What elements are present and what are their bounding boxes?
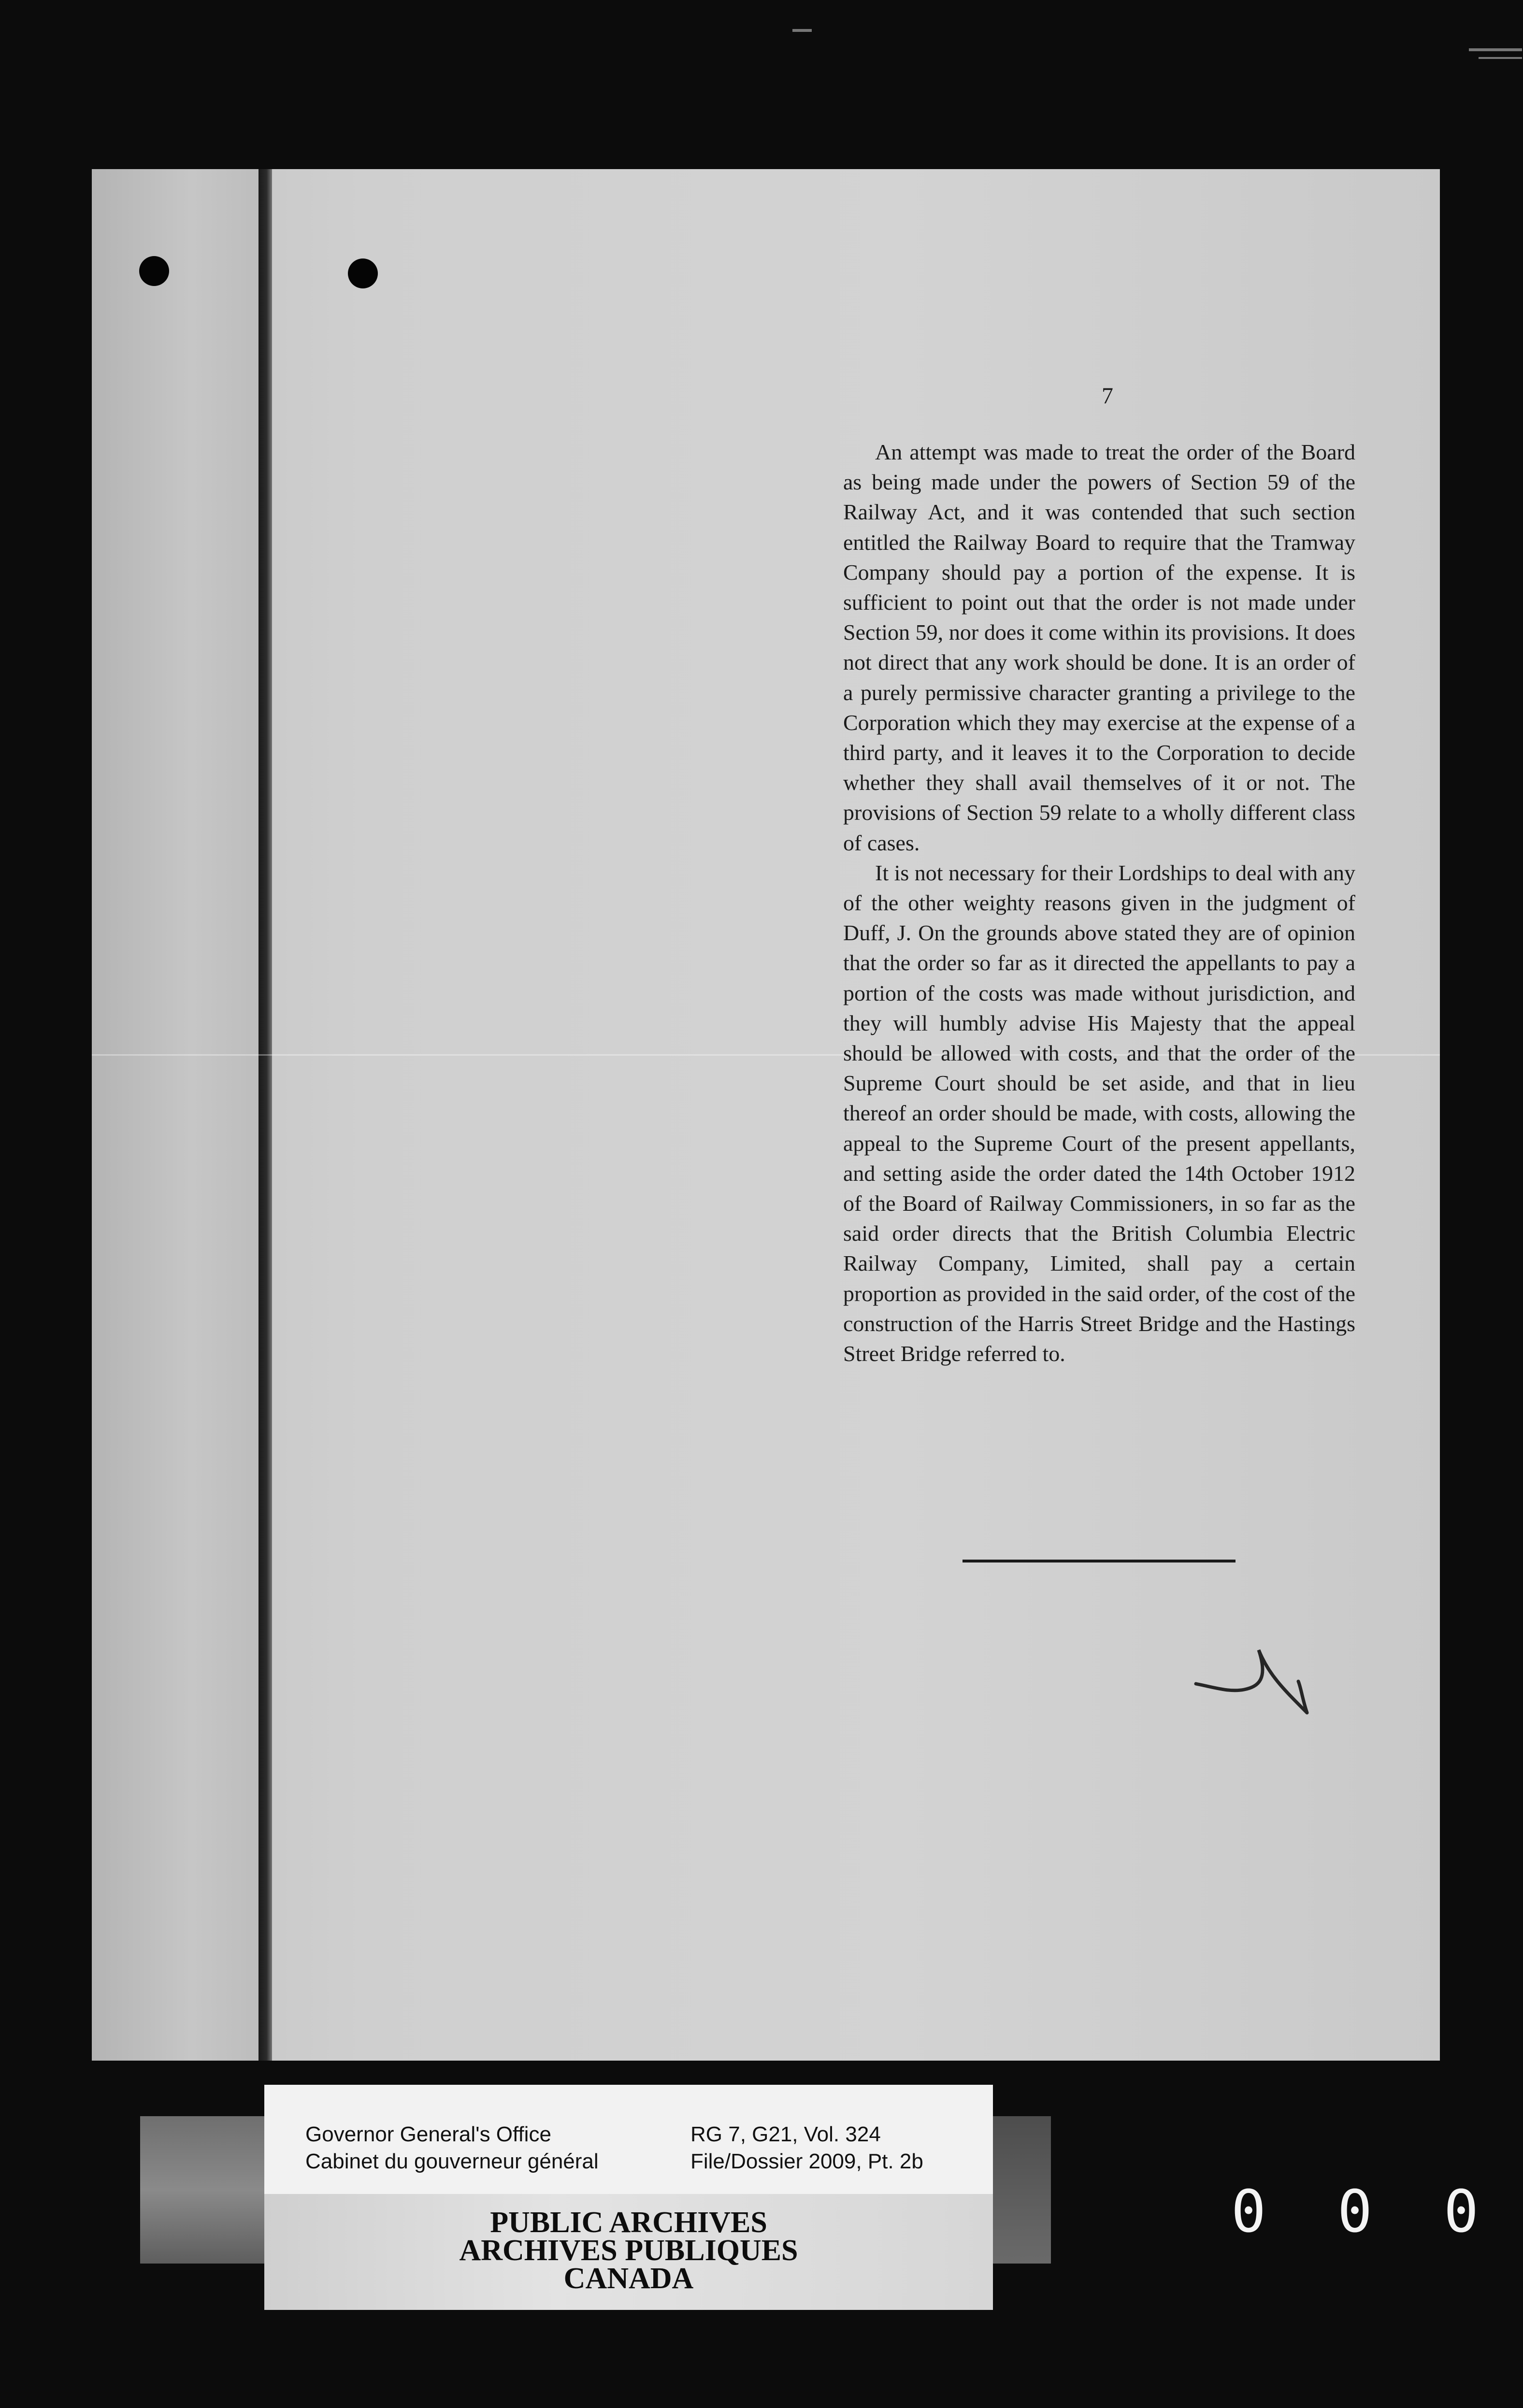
stamp-line: ARCHIVES PUBLIQUES bbox=[459, 2234, 798, 2267]
punch-hole bbox=[348, 258, 378, 288]
mounting-tape bbox=[140, 2116, 264, 2264]
punch-hole bbox=[139, 256, 169, 286]
paragraph: An attempt was made to treat the order of the Board as being made under the powers of Section 59 of the Railway Act, and it was contended that such section entitled the Railway Board to require that the Tramway Company should pay a portion of the expense. It is sufficient to point out that the order is not made under Section 59, nor does it come within its provisions. It does not direct that any work should be done. It is an order of a purely permissive character granting a privilege to the Corporation which they may exercise at the expense of a third party, and it leaves it to the Corporation to decide whether they shall avail themselves of it or not. The provisions of Section 59 relate to a wholly different class of cases. bbox=[843, 440, 1355, 855]
closing-rule bbox=[963, 1560, 1236, 1562]
binding-strip bbox=[92, 169, 259, 2061]
film-scratch bbox=[792, 29, 812, 32]
stamp-line: PUBLIC ARCHIVES bbox=[490, 2206, 767, 2239]
film-scratch bbox=[1469, 48, 1522, 51]
office-name-fr: Cabinet du gouverneur général bbox=[305, 2150, 599, 2173]
archive-label bbox=[264, 2085, 993, 2194]
body-text bbox=[843, 437, 1355, 1369]
stamp-line: CANADA bbox=[563, 2262, 694, 2295]
mounting-tape bbox=[993, 2116, 1051, 2264]
handwritten-checkmark bbox=[1186, 1635, 1312, 1718]
film-scratch bbox=[1479, 57, 1522, 59]
frame-code-digit: 0 bbox=[1443, 2179, 1479, 2246]
office-name-en: Governor General's Office bbox=[305, 2122, 551, 2146]
frame-code-digit: 0 bbox=[1337, 2179, 1373, 2246]
document-page bbox=[92, 169, 1440, 2061]
page-number: 7 bbox=[1102, 383, 1113, 409]
paragraph: It is not necessary for their Lordships to deal with any of the other weighty reasons given in the judgment of Duff, J. On the grounds above stated they are of opinion that the order so far as it directed the appellants to pay a portion of the costs was made without jurisdiction, and they will humbly advise His Majesty that the appeal should be allowed with costs, and that the order of the Supreme Court should be set aside, and that in lieu thereof an order should be made, with costs, allowing the appeal to the Supreme Court of the present appellants, and setting aside the order dated the 14th October 1912 of the Board of Railway Commissioners, in so far as the said order directs that the British Columbia Electric Railway Company, Limited, shall pay a certain proportion as provided in the said order, of the cost of the construction of the Harris Street Bridge and the Hastings Street Bridge referred to. bbox=[843, 860, 1355, 1366]
fold-line bbox=[259, 169, 272, 2061]
archive-stamp bbox=[264, 2194, 993, 2310]
frame-code-digit: 0 bbox=[1231, 2179, 1266, 2246]
record-group-reference: RG 7, G21, Vol. 324 bbox=[690, 2122, 881, 2146]
file-reference: File/Dossier 2009, Pt. 2b bbox=[690, 2150, 923, 2173]
